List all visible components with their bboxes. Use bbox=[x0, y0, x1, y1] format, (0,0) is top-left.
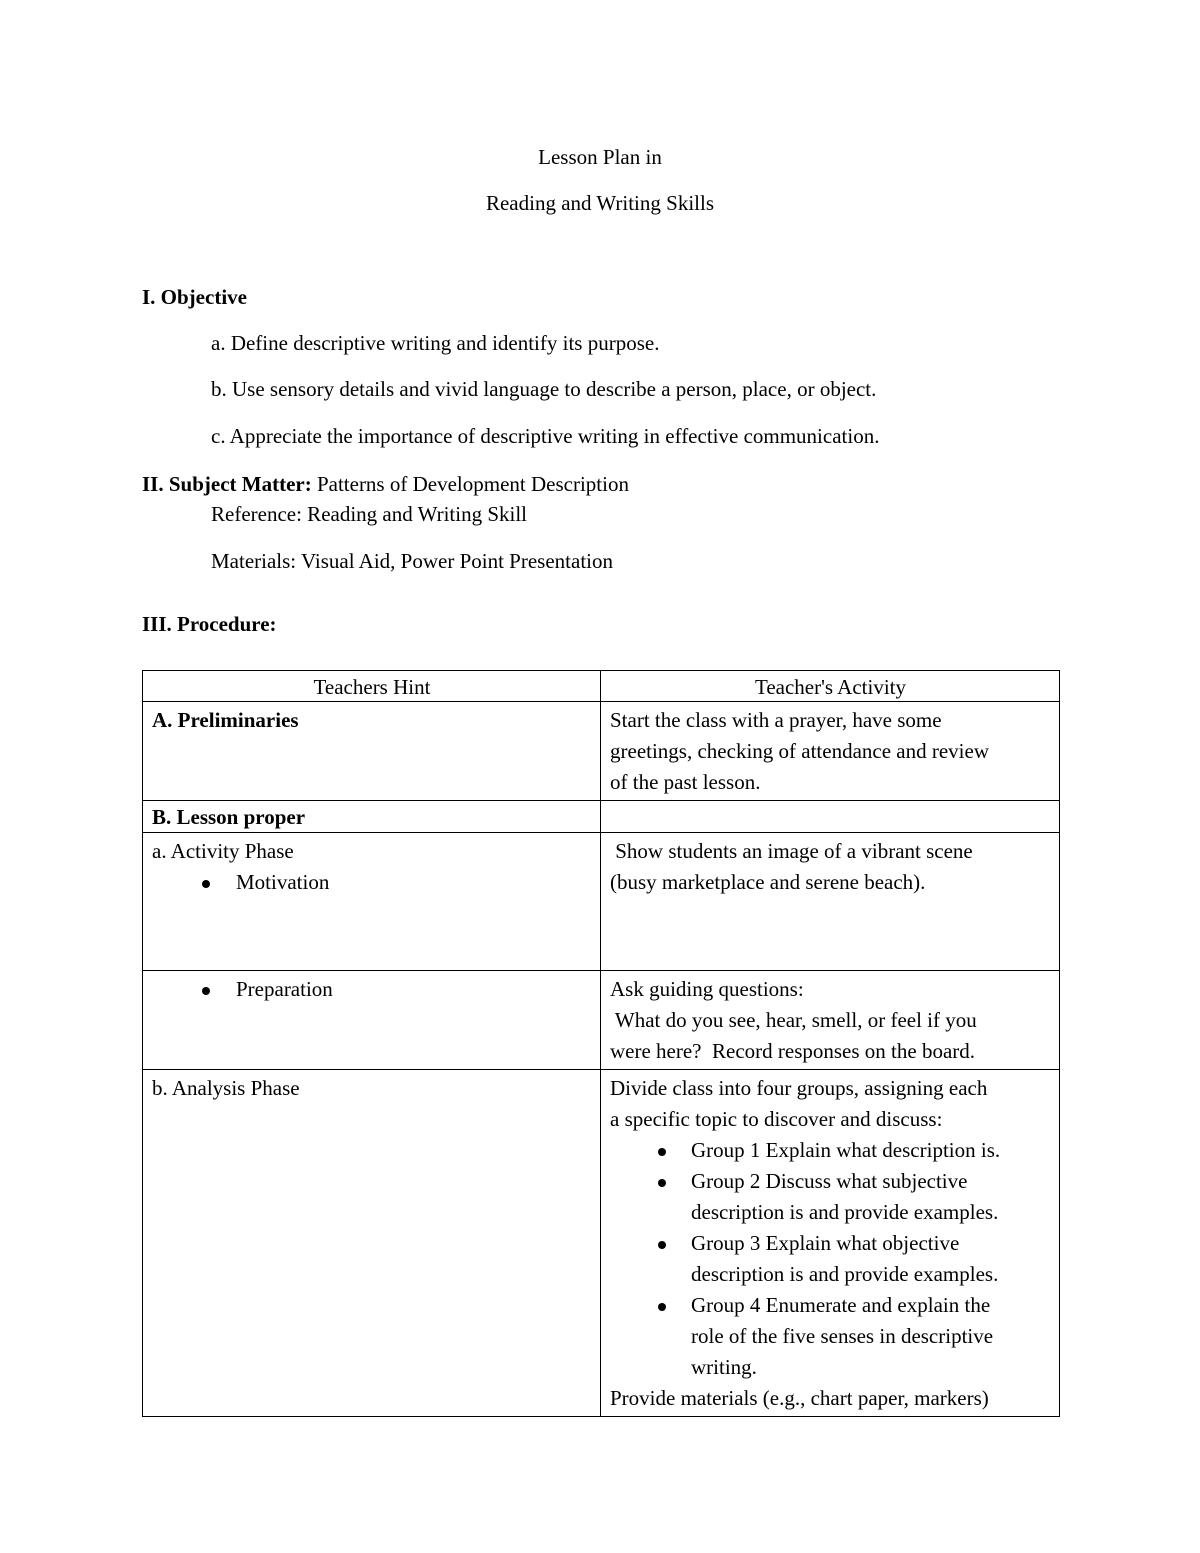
subject-materials: Materials: Visual Aid, Power Point Presentation bbox=[211, 549, 613, 573]
activity-line: Show students an image of a vibrant scene bbox=[610, 839, 973, 863]
activity-line: Start the class with a prayer, have some bbox=[610, 708, 942, 732]
activity-line: Ask guiding questions: bbox=[610, 977, 804, 1001]
activity-line: Divide class into four groups, assigning each bbox=[610, 1076, 988, 1100]
activity-line: What do you see, hear, smell, or feel if you bbox=[610, 1008, 977, 1032]
bullet-motivation: Motivation bbox=[152, 867, 592, 898]
objective-item-c: c. Appreciate the importance of descriptive writing in effective communication. bbox=[211, 424, 880, 448]
activity-line: greetings, checking of attendance and review bbox=[610, 739, 989, 763]
activity-closing-line: Provide materials (e.g., chart paper, markers) bbox=[610, 1386, 989, 1410]
group-line: writing. bbox=[691, 1355, 757, 1379]
group-line: role of the five senses in descriptive bbox=[691, 1324, 994, 1348]
objective-heading: I. Objective bbox=[142, 285, 247, 309]
group-bullet-list bbox=[610, 1135, 1051, 1383]
group-4-item bbox=[610, 1290, 1051, 1383]
activity-motivation bbox=[601, 833, 1060, 971]
group-2-item bbox=[610, 1166, 1051, 1228]
group-3-item bbox=[610, 1228, 1051, 1290]
table-row-activity-phase bbox=[143, 833, 1060, 971]
group-line: description is and provide examples. bbox=[691, 1200, 999, 1224]
column-header-hint: Teachers Hint bbox=[143, 671, 601, 702]
hint-analysis-phase: b. Analysis Phase bbox=[143, 1070, 601, 1417]
activity-line: were here? Record responses on the board. bbox=[610, 1039, 976, 1063]
table-row-preparation bbox=[143, 971, 1060, 1070]
group-line: Group 2 Discuss what subjective bbox=[691, 1169, 968, 1193]
activity-phase-label: a. Activity Phase bbox=[152, 839, 294, 863]
procedure-table bbox=[142, 670, 1060, 1417]
hint-activity-phase bbox=[143, 833, 601, 971]
activity-line: (busy marketplace and serene beach). bbox=[610, 870, 926, 894]
activity-line: of the past lesson. bbox=[610, 770, 761, 794]
hint-preliminaries: A. Preliminaries bbox=[143, 702, 601, 801]
hint-bullet-list bbox=[152, 867, 592, 898]
activity-preliminaries bbox=[601, 702, 1060, 801]
table-header-row bbox=[143, 671, 1060, 702]
group-line: description is and provide examples. bbox=[691, 1262, 999, 1286]
table-row-lesson-proper bbox=[143, 801, 1060, 833]
activity-analysis bbox=[601, 1070, 1060, 1417]
subject-matter-label: II. Subject Matter: bbox=[142, 472, 312, 496]
hint-bullet-list bbox=[152, 974, 592, 1005]
hint-preparation bbox=[143, 971, 601, 1070]
activity-preparation bbox=[601, 971, 1060, 1070]
bullet-preparation: Preparation bbox=[152, 974, 592, 1005]
group-line: Group 3 Explain what objective bbox=[691, 1231, 960, 1255]
hint-lesson-proper: B. Lesson proper bbox=[143, 801, 601, 833]
table-row-preliminaries bbox=[143, 702, 1060, 801]
column-header-activity: Teacher's Activity bbox=[601, 671, 1060, 702]
subject-matter-value: Patterns of Development Description bbox=[316, 472, 629, 496]
procedure-heading: III. Procedure: bbox=[142, 612, 277, 636]
subject-matter-line bbox=[142, 474, 629, 495]
group-1-item bbox=[610, 1135, 1051, 1166]
title-line-1: Lesson Plan in bbox=[538, 145, 662, 169]
activity-line: a specific topic to discover and discuss: bbox=[610, 1107, 943, 1131]
table-row-analysis-phase bbox=[143, 1070, 1060, 1417]
objective-item-b: b. Use sensory details and vivid language to describe a person, place, or object. bbox=[211, 377, 877, 401]
title-line-2: Reading and Writing Skills bbox=[485, 191, 714, 215]
group-line: Group 4 Enumerate and explain the bbox=[691, 1293, 991, 1317]
group-line: Group 1 Explain what description is. bbox=[691, 1138, 1001, 1162]
activity-lesson-proper-empty bbox=[601, 801, 1060, 833]
objective-item-a: a. Define descriptive writing and identify its purpose. bbox=[211, 331, 660, 355]
subject-reference: Reference: Reading and Writing Skill bbox=[211, 502, 528, 526]
